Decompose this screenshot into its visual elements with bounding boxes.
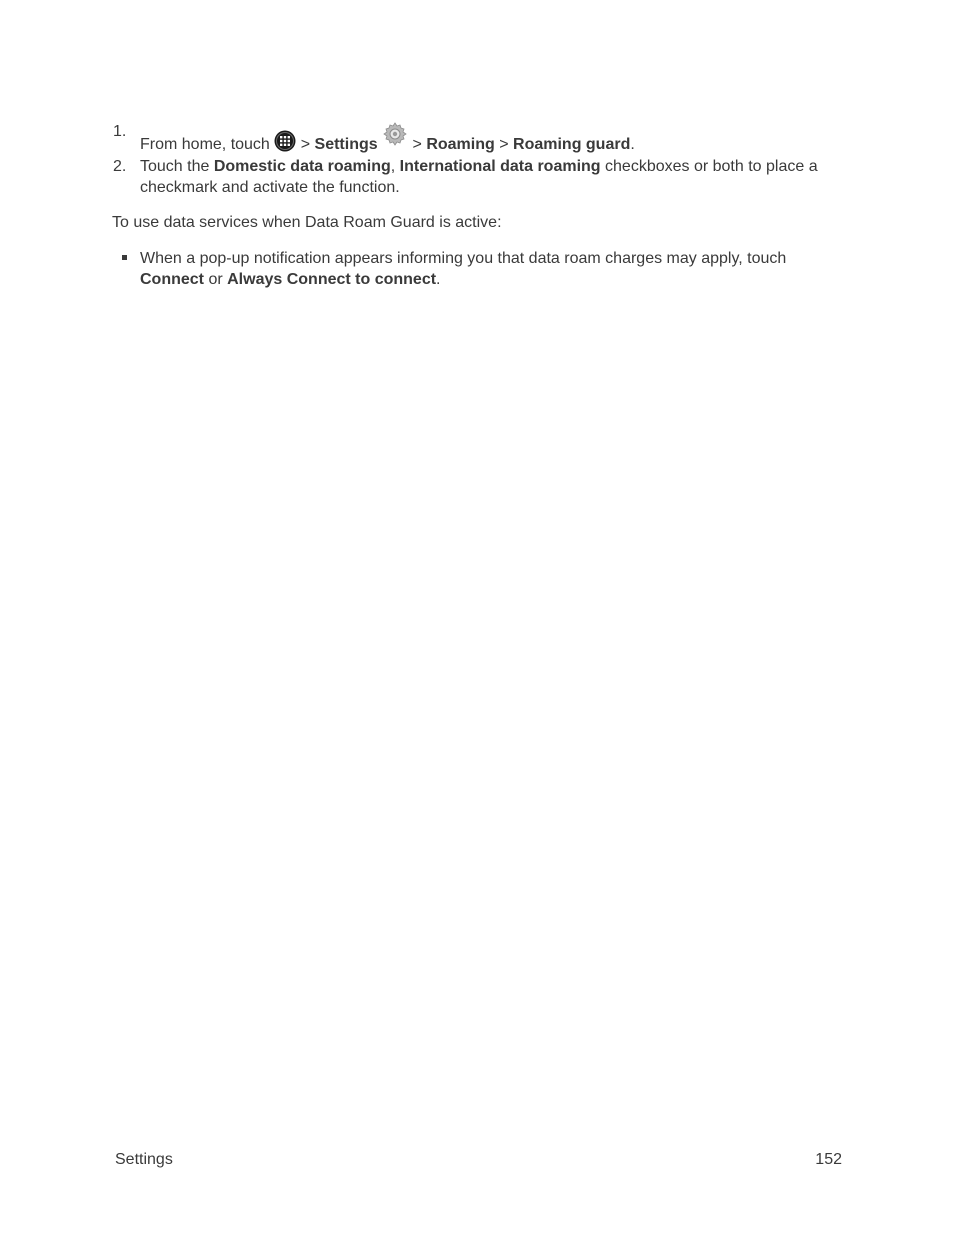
apps-icon [274, 130, 296, 158]
settings-gear-icon [382, 121, 408, 153]
bullet-text: When a pop-up notification appears informing you that data roam charges may apply, touch Connect or Always Connect to connect. [140, 250, 787, 288]
connect-label: Connect [140, 271, 204, 288]
step-number: 1. [113, 123, 127, 140]
intro-paragraph: To use data services when Data Roam Guard is active: [112, 214, 502, 231]
step-text: Touch the Domestic data roaming, International data roaming checkboxes or both to place a checkmark and activate the function. [140, 158, 818, 196]
bullet-marker [122, 255, 127, 260]
step-text: From home, touch > Settings > Roaming > Roaming guard. [140, 121, 843, 158]
settings-label: Settings [314, 136, 378, 153]
domestic-data-roaming-label: Domestic data roaming [213, 158, 391, 175]
roaming-guard-label: Roaming guard [513, 136, 631, 153]
footer-page-number: 152 [815, 1151, 842, 1168]
international-data-roaming-label: International data roaming [399, 158, 601, 175]
roaming-label: Roaming [426, 136, 495, 153]
step-number: 2. [113, 158, 127, 175]
always-connect-label: Always Connect to connect [227, 271, 437, 288]
footer-section: Settings [115, 1151, 173, 1168]
